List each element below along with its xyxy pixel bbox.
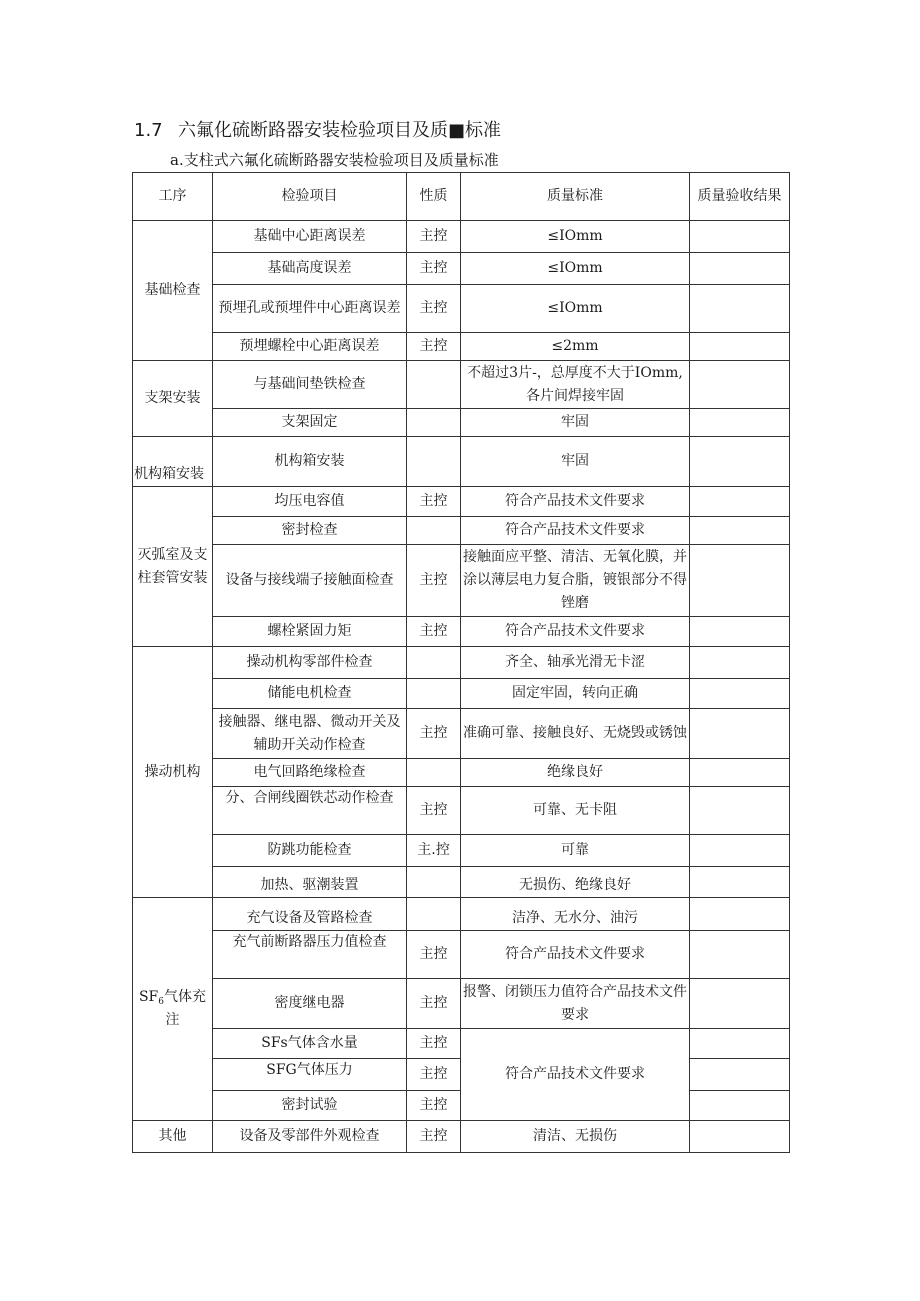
table-row bbox=[133, 867, 790, 898]
row-item: 密度继电器 bbox=[213, 979, 407, 1029]
row-nature: 主控 bbox=[407, 787, 461, 835]
row-result-cell[interactable] bbox=[690, 787, 790, 835]
row-result-cell[interactable] bbox=[690, 487, 790, 517]
row-nature: 主控 bbox=[407, 545, 461, 617]
row-standard: ≤IOmm bbox=[461, 253, 690, 285]
section-heading bbox=[134, 116, 501, 142]
table-row bbox=[133, 253, 790, 285]
row-item: 分、合闸线圈铁芯动作检查 bbox=[213, 787, 407, 835]
row-nature: 主控 bbox=[407, 1091, 461, 1121]
row-result-cell[interactable] bbox=[690, 931, 790, 979]
row-item: SFG气体压力 bbox=[213, 1059, 407, 1091]
row-standard: 清洁、无损伤 bbox=[461, 1121, 690, 1153]
section-title: 六氟化硫断路器安装检验项目及质■标准 bbox=[178, 120, 502, 141]
row-item: 充气前断路器压力值检查 bbox=[213, 931, 407, 979]
table-row bbox=[133, 979, 790, 1029]
group-sf6-subscript: 6 bbox=[158, 997, 165, 1007]
table-row bbox=[133, 1121, 790, 1153]
table-row bbox=[133, 898, 790, 931]
table-row bbox=[133, 617, 790, 647]
row-item: 加热、驱潮装置 bbox=[213, 867, 407, 898]
row-item: 储能电机检查 bbox=[213, 679, 407, 709]
header-result: 质量验收结果 bbox=[690, 173, 790, 221]
row-result-cell[interactable] bbox=[690, 709, 790, 759]
row-result-cell[interactable] bbox=[690, 759, 790, 787]
row-nature: 主控 bbox=[407, 617, 461, 647]
row-standard: 齐全、轴承光滑无卡涩 bbox=[461, 647, 690, 679]
row-item: 充气设备及管路检查 bbox=[213, 898, 407, 931]
row-standard: 牢固 bbox=[461, 437, 690, 487]
table-row bbox=[133, 647, 790, 679]
row-nature bbox=[407, 867, 461, 898]
row-item: 基础中心距离误差 bbox=[213, 221, 407, 253]
row-nature: 主控 bbox=[407, 285, 461, 333]
table-row bbox=[133, 679, 790, 709]
row-item: 支架固定 bbox=[213, 409, 407, 437]
row-item: SFs气体含水量 bbox=[213, 1029, 407, 1059]
row-result-cell[interactable] bbox=[690, 1059, 790, 1091]
row-item: 接触器、继电器、微动开关及辅助开关动作检查 bbox=[213, 709, 407, 759]
row-standard: 接触面应平整、清洁、无氧化膜，并涂以薄层电力复合脂，镀银部分不得锉磨 bbox=[461, 545, 690, 617]
table-row bbox=[133, 1029, 790, 1059]
group-mechbox: 机构箱安装 bbox=[133, 437, 213, 487]
row-result-cell[interactable] bbox=[690, 867, 790, 898]
row-result-cell[interactable] bbox=[690, 545, 790, 617]
header-standard: 质量标准 bbox=[461, 173, 690, 221]
group-operating: 操动机构 bbox=[133, 647, 213, 898]
row-item: 预埋孔或预埋件中心距离误差 bbox=[213, 285, 407, 333]
row-result-cell[interactable] bbox=[690, 517, 790, 545]
row-nature: 主控 bbox=[407, 333, 461, 361]
row-result-cell[interactable] bbox=[690, 333, 790, 361]
table-caption: a.支柱式六氟化硫断路器安装检验项目及质量标准 bbox=[170, 151, 499, 169]
row-standard: ≤IOmm bbox=[461, 285, 690, 333]
row-item: 螺栓紧固力矩 bbox=[213, 617, 407, 647]
row-item: 密封检查 bbox=[213, 517, 407, 545]
row-standard: 无损伤、绝缘良好 bbox=[461, 867, 690, 898]
row-nature bbox=[407, 437, 461, 487]
row-item: 操动机构零部件检查 bbox=[213, 647, 407, 679]
row-result-cell[interactable] bbox=[690, 253, 790, 285]
row-nature: 主.控 bbox=[407, 835, 461, 867]
header-nature: 性质 bbox=[407, 173, 461, 221]
row-result-cell[interactable] bbox=[690, 979, 790, 1029]
row-item: 与基础间垫铁检查 bbox=[213, 361, 407, 409]
row-standard: 符合产品技术文件要求 bbox=[461, 487, 690, 517]
row-nature bbox=[407, 517, 461, 545]
row-item: 密封试验 bbox=[213, 1091, 407, 1121]
row-nature: 主控 bbox=[407, 979, 461, 1029]
row-standard: 固定牢固，转向正确 bbox=[461, 679, 690, 709]
group-foundation: 基础检查 bbox=[133, 221, 213, 361]
group-bracket: 支架安装 bbox=[133, 361, 213, 437]
group-other: 其他 bbox=[133, 1121, 213, 1153]
row-result-cell[interactable] bbox=[690, 898, 790, 931]
row-item: 设备及零部件外观检查 bbox=[213, 1121, 407, 1153]
row-nature: 主控 bbox=[407, 487, 461, 517]
inspection-table bbox=[132, 172, 790, 1153]
row-result-cell[interactable] bbox=[690, 835, 790, 867]
header-item: 检验项目 bbox=[213, 173, 407, 221]
row-nature bbox=[407, 409, 461, 437]
header-process: 工序 bbox=[133, 173, 213, 221]
row-result-cell[interactable] bbox=[690, 1029, 790, 1059]
row-result-cell[interactable] bbox=[690, 647, 790, 679]
group-sf6-prefix: SF bbox=[138, 989, 159, 1005]
row-nature bbox=[407, 759, 461, 787]
table-row bbox=[133, 333, 790, 361]
row-standard: 洁净、无水分、油污 bbox=[461, 898, 690, 931]
table-row bbox=[133, 221, 790, 253]
table-row bbox=[133, 361, 790, 409]
row-item: 电气回路绝缘检查 bbox=[213, 759, 407, 787]
table-row bbox=[133, 487, 790, 517]
row-nature bbox=[407, 647, 461, 679]
table-row bbox=[133, 759, 790, 787]
table-row bbox=[133, 437, 790, 487]
row-result-cell[interactable] bbox=[690, 221, 790, 253]
table-row bbox=[133, 787, 790, 835]
row-standard: 符合产品技术文件要求 bbox=[461, 517, 690, 545]
row-nature bbox=[407, 679, 461, 709]
row-nature bbox=[407, 898, 461, 931]
section-number: 1.7 bbox=[134, 120, 163, 141]
group-sf6 bbox=[133, 898, 213, 1121]
row-nature bbox=[407, 361, 461, 409]
row-standard: ≤IOmm bbox=[461, 221, 690, 253]
row-nature: 主控 bbox=[407, 1029, 461, 1059]
table-row bbox=[133, 709, 790, 759]
row-nature: 主控 bbox=[407, 709, 461, 759]
row-standard: 可靠 bbox=[461, 835, 690, 867]
row-result-cell[interactable] bbox=[690, 285, 790, 333]
row-nature: 主控 bbox=[407, 931, 461, 979]
row-standard: ≤2mm bbox=[461, 333, 690, 361]
row-standard: 符合产品技术文件要求 bbox=[461, 1029, 690, 1121]
row-item: 机构箱安装 bbox=[213, 437, 407, 487]
group-sf6-suffix: 气体充注 bbox=[164, 989, 207, 1028]
row-result-cell[interactable] bbox=[690, 1121, 790, 1153]
row-standard: 符合产品技术文件要求 bbox=[461, 617, 690, 647]
row-standard: 牢固 bbox=[461, 409, 690, 437]
row-result-cell[interactable] bbox=[690, 361, 790, 409]
row-standard: 可靠、无卡阻 bbox=[461, 787, 690, 835]
table-row bbox=[133, 285, 790, 333]
row-result-cell[interactable] bbox=[690, 437, 790, 487]
row-nature: 主控 bbox=[407, 253, 461, 285]
row-nature: 主控 bbox=[407, 221, 461, 253]
row-standard: 准确可靠、接触良好、无烧毁或锈蚀 bbox=[461, 709, 690, 759]
group-arc: 灭弧室及支柱套管安装 bbox=[133, 487, 213, 647]
row-item: 预埋螺栓中心距离误差 bbox=[213, 333, 407, 361]
row-standard: 符合产品技术文件要求 bbox=[461, 931, 690, 979]
table-row bbox=[133, 517, 790, 545]
table-row bbox=[133, 835, 790, 867]
row-standard: 报警、闭锁压力值符合产品技术文件要求 bbox=[461, 979, 690, 1029]
table-row bbox=[133, 409, 790, 437]
row-item: 防跳功能检查 bbox=[213, 835, 407, 867]
row-standard: 不超过3片-，总厚度不大于IOmm,各片间焊接牢固 bbox=[461, 361, 690, 409]
table-row bbox=[133, 545, 790, 617]
row-result-cell[interactable] bbox=[690, 617, 790, 647]
table-row bbox=[133, 931, 790, 979]
row-item: 基础高度误差 bbox=[213, 253, 407, 285]
row-item: 均压电容值 bbox=[213, 487, 407, 517]
row-nature: 主控 bbox=[407, 1121, 461, 1153]
row-result-cell[interactable] bbox=[690, 679, 790, 709]
row-result-cell[interactable] bbox=[690, 409, 790, 437]
row-result-cell[interactable] bbox=[690, 1091, 790, 1121]
row-nature: 主控 bbox=[407, 1059, 461, 1091]
row-item: 设备与接线端子接触面检查 bbox=[213, 545, 407, 617]
row-standard: 绝缘良好 bbox=[461, 759, 690, 787]
header-row bbox=[133, 173, 790, 221]
